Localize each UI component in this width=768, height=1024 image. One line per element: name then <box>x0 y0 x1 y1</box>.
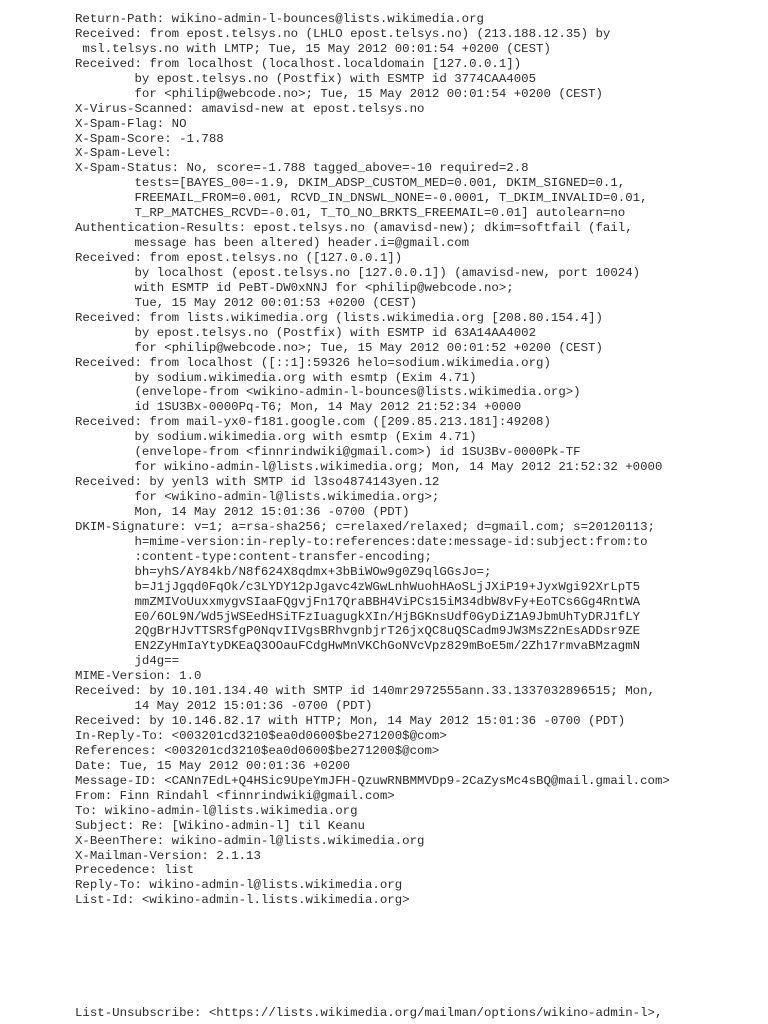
header-line: FREEMAIL_FROM=0.001, RCVD_IN_DNSWL_NONE=-0.0001, T_DKIM_INVALID=0.01, <box>75 191 648 206</box>
header-line: msl.telsys.no with LMTP; Tue, 15 May 2012 00:01:54 +0200 (CEST) <box>75 41 551 56</box>
header-line: message has been altered) header.i=@gmail.com <box>75 236 470 251</box>
header-line: E0/6OL9N/Wd5jWSEedHSiTFzIuagugkXIn/HjBGKnsUdf0GyDiZ1A9JbmUhTyDRJ1fLY <box>75 609 641 624</box>
header-line: bh=yhS/AY84kb/N8f624X8qdmx+3bBiWOw9g0Z9qlGGsJo=; <box>75 564 492 579</box>
header-line: X-Spam-Flag: NO <box>75 116 187 131</box>
header-line: Received: from localhost ([::1]:59326 helo=sodium.wikimedia.org) <box>75 355 551 370</box>
header-line: Received: from lists.wikimedia.org (lists.wikimedia.org [208.80.154.4]) <box>75 310 603 325</box>
header-line: Received: from mail-yx0-f181.google.com ([209.85.213.181]:49208) <box>75 415 551 430</box>
header-line: h=mime-version:in-reply-to:references:date:message-id:subject:from:to <box>75 534 648 549</box>
header-line: X-BeenThere: wikino-admin-l@lists.wikimedia.org <box>75 833 425 848</box>
header-line: b=J1jJgqd0FqOk/c3LYDY12pJgavc4zWGwLnhWuohHAoSLjJXiP19+JyxWgi92XrLpT5 <box>75 579 641 594</box>
header-line: :content-type:content-transfer-encoding; <box>75 549 432 564</box>
header-line: Received: by 10.146.82.17 with HTTP; Mon, 14 May 2012 15:01:36 -0700 (PDT) <box>75 714 626 729</box>
header-line: jd4g== <box>75 654 180 669</box>
header-line: by epost.telsys.no (Postfix) with ESMTP id 3774CAA4005 <box>75 71 537 86</box>
header-line: for <philip@webcode.no>; Tue, 15 May 2012 00:01:54 +0200 (CEST) <box>75 86 603 101</box>
header-line: X-Spam-Score: -1.788 <box>75 131 224 146</box>
header-line: Precedence: list <box>75 863 194 878</box>
header-line: Date: Tue, 15 May 2012 00:01:36 +0200 <box>75 758 351 773</box>
header-line: with ESMTP id PeBT-DW0xNNJ for <philip@webcode.no>; <box>75 280 514 295</box>
header-line: X-Spam-Level: <box>75 146 172 161</box>
header-line: T_RP_MATCHES_RCVD=-0.01, T_TO_NO_BRKTS_FREEMAIL=0.01] autolearn=no <box>75 206 626 221</box>
header-line: From: Finn Rindahl <finnrindwiki@gmail.com> <box>75 788 395 803</box>
header-line: EN2ZyHmIaYtyDKEaQ3OOauFCdgHwMnVKChGoNVcVpz829mBoE5m/2Zh17rmvaBMzagmN <box>75 639 641 654</box>
header-line: Received: from epost.telsys.no (LHLO epost.telsys.no) (213.188.12.35) by <box>75 26 611 41</box>
header-line: by sodium.wikimedia.org with esmtp (Exim 4.71) <box>75 430 477 445</box>
header-line: for <philip@webcode.no>; Tue, 15 May 2012 00:01:52 +0200 (CEST) <box>75 340 603 355</box>
header-line: Tue, 15 May 2012 00:01:53 +0200 (CEST) <box>75 295 418 310</box>
list-unsubscribe-header: List-Unsubscribe: <https://lists.wikimedia.org/mailman/options/wikino-admin-l>, <box>75 1006 663 1020</box>
header-line: Received: by yenl3 with SMTP id l3so4874143yen.12 <box>75 475 440 490</box>
header-line: 2QgBrHJvTTSRSfgP0NqvIIVgsBRhvgnbjrT26jxQC8uQSCadm9JW3MsZ2nEsADDsr9ZE <box>75 624 641 639</box>
header-line: by epost.telsys.no (Postfix) with ESMTP id 63A14AA4002 <box>75 325 537 340</box>
raw-email-headers <box>75 12 670 908</box>
header-line: DKIM-Signature: v=1; a=rsa-sha256; c=relaxed/relaxed; d=gmail.com; s=20120113; <box>75 519 655 534</box>
header-line: List-Id: <wikino-admin-l.lists.wikimedia.org> <box>75 893 410 908</box>
header-line: Return-Path: wikino-admin-l-bounces@lists.wikimedia.org <box>75 12 484 26</box>
header-line: mmZMIVoUuxxmygvSIaaFQgvjFn17QraBBH4ViPCs15iM34dbW8vFy+EoTCs6Gg4RntWA <box>75 594 641 609</box>
header-line: Reply-To: wikino-admin-l@lists.wikimedia.org <box>75 878 403 893</box>
header-line: (envelope-from <wikino-admin-l-bounces@lists.wikimedia.org>) <box>75 385 581 400</box>
header-line: Message-ID: <CANn7EdL+Q4HSic9UpeYmJFH-QzuwRNBMMVDp9-2CaZysMc4sBQ@mail.gmail.com> <box>75 773 670 788</box>
header-line: Received: from localhost (localhost.localdomain [127.0.0.1]) <box>75 56 522 71</box>
header-line: To: wikino-admin-l@lists.wikimedia.org <box>75 803 358 818</box>
header-line: X-Mailman-Version: 2.1.13 <box>75 848 261 863</box>
header-line: In-Reply-To: <003201cd3210$ea0d0600$be271200$@com> <box>75 729 447 743</box>
header-line: References: <003201cd3210$ea0d0600$be271200$@com> <box>75 743 440 758</box>
header-line: X-Spam-Status: No, score=-1.788 tagged_above=-10 required=2.8 <box>75 161 529 176</box>
header-line: Received: by 10.101.134.40 with SMTP id 140mr2972555ann.33.1337032896515; Mon, <box>75 684 655 699</box>
header-line: id 1SU3Bx-0000Pq-T6; Mon, 14 May 2012 21:52:34 +0000 <box>75 400 522 415</box>
header-line: tests=[BAYES_00=-1.9, DKIM_ADSP_CUSTOM_MED=0.001, DKIM_SIGNED=0.1, <box>75 176 626 191</box>
header-line: Received: from epost.telsys.no ([127.0.0.1]) <box>75 251 403 265</box>
header-line: 14 May 2012 15:01:36 -0700 (PDT) <box>75 699 373 714</box>
header-line: (envelope-from <finnrindwiki@gmail.com>) id 1SU3Bv-0000Pk-TF <box>75 445 581 460</box>
header-line: MIME-Version: 1.0 <box>75 669 202 684</box>
header-line: Authentication-Results: epost.telsys.no (amavisd-new); dkim=softfail (fail, <box>75 221 633 236</box>
header-line: for wikino-admin-l@lists.wikimedia.org; Mon, 14 May 2012 21:52:32 +0000 <box>75 460 663 475</box>
header-line: for <wikino-admin-l@lists.wikimedia.org>; <box>75 490 440 504</box>
header-line: Mon, 14 May 2012 15:01:36 -0700 (PDT) <box>75 504 410 519</box>
header-line: by sodium.wikimedia.org with esmtp (Exim 4.71) <box>75 370 477 385</box>
header-line: X-Virus-Scanned: amavisd-new at epost.telsys.no <box>75 101 425 116</box>
header-line: by localhost (epost.telsys.no [127.0.0.1]) (amavisd-new, port 10024) <box>75 265 641 280</box>
header-line: Subject: Re: [Wikino-admin-l] til Keanu <box>75 818 365 833</box>
